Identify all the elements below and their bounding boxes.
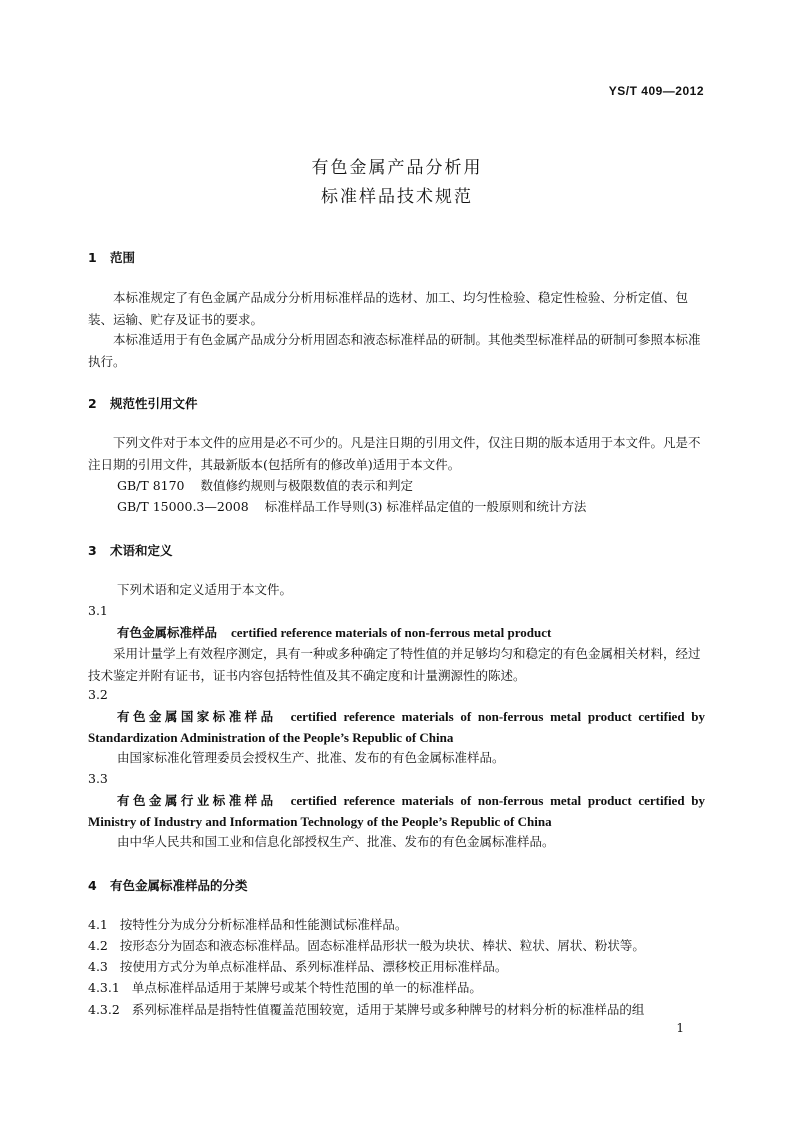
term-3-3-number: 3.3 bbox=[88, 771, 108, 786]
term-3-2-heading bbox=[117, 708, 705, 726]
term-3-1-number: 3.1 bbox=[88, 603, 108, 618]
clause-4-3-1 bbox=[88, 979, 482, 997]
reference-2 bbox=[117, 498, 586, 516]
clause-4-2 bbox=[88, 937, 645, 955]
clause-number: 4.3 bbox=[88, 959, 108, 974]
section-2-heading bbox=[88, 394, 198, 412]
document-code: YS/T 409—2012 bbox=[608, 84, 704, 98]
term-3-2-english-continued: Standardization Administration of the People’s Republic of China bbox=[88, 730, 454, 745]
term-chinese: 有色金属行业标准样品 bbox=[117, 793, 277, 808]
reference-code: GB/T 8170 bbox=[117, 478, 185, 493]
section-number: 1 bbox=[88, 250, 97, 265]
section-number: 3 bbox=[88, 543, 97, 558]
clause-text: 按使用方式分为单点标准样品、系列标准样品、漂移校正用标准样品。 bbox=[119, 959, 508, 974]
term-english: certified reference materials of non-ferrous metal product bbox=[231, 625, 552, 640]
section-2-paragraph: 下列文件对于本文件的应用是必不可少的。凡是注日期的引用文件，仅注日期的版本适用于本文件。凡是不注日期的引用文件，其最新版本(包括所有的修改单)适用于本文件。 bbox=[88, 435, 701, 472]
clause-4-1 bbox=[88, 916, 407, 934]
section-3-intro: 下列术语和定义适用于本文件。 bbox=[117, 582, 293, 597]
term-3-1-definition: 采用计量学上有效程序测定，具有一种或多种确定了特性值的并足够均匀和稳定的有色金属相关材料，经过技术鉴定并附有证书，证书内容包括特性值及其不确定度和计量溯源性的陈述。 bbox=[88, 646, 701, 683]
reference-code: GB/T 15000.3—2008 bbox=[117, 499, 249, 514]
clause-4-3-2 bbox=[88, 1001, 644, 1019]
clause-number: 4.3.1 bbox=[88, 980, 120, 995]
section-title: 范围 bbox=[110, 250, 136, 265]
reference-title: 标准样品工作导则(3) 标准样品定值的一般原则和统计方法 bbox=[264, 499, 587, 514]
reference-title: 数值修约规则与极限数值的表示和判定 bbox=[200, 478, 414, 493]
term-chinese: 有色金属标准样品 bbox=[117, 625, 218, 640]
section-title: 有色金属标准样品的分类 bbox=[110, 878, 248, 893]
clause-text: 单点标准样品适用于某牌号或某个特性范围的单一的标准样品。 bbox=[131, 980, 482, 995]
term-3-1-heading bbox=[117, 624, 551, 642]
clause-text: 系列标准样品是指特性值覆盖范围较宽，适用于某牌号或多种牌号的材料分析的标准样品的组 bbox=[131, 1002, 645, 1017]
term-3-2-definition: 由国家标准化管理委员会授权生产、批准、发布的有色金属标准样品。 bbox=[117, 750, 505, 765]
term-english: certified reference materials of non-ferrous metal product certified by bbox=[290, 709, 705, 724]
term-3-3-heading bbox=[117, 792, 705, 810]
clause-text: 按形态分为固态和液态标准样品。固态标准样品形状一般为块状、棒状、粒状、屑状、粉状等。 bbox=[119, 938, 645, 953]
section-title: 术语和定义 bbox=[110, 543, 173, 558]
clause-4-3 bbox=[88, 958, 507, 976]
page-number: 1 bbox=[676, 1021, 684, 1035]
title-line-2: 标准样品技术规范 bbox=[321, 187, 473, 207]
section-title: 规范性引用文件 bbox=[110, 396, 198, 411]
term-chinese: 有色金属国家标准样品 bbox=[117, 709, 277, 724]
section-1-paragraph-1: 本标准规定了有色金属产品成分分析用标准样品的选材、加工、均匀性检验、稳定性检验、分析定值、包装、运输、贮存及证书的要求。 bbox=[88, 290, 689, 327]
title-line-1: 有色金属产品分析用 bbox=[311, 158, 483, 178]
clause-number: 4.3.2 bbox=[88, 1002, 120, 1017]
section-1-heading bbox=[88, 248, 135, 266]
section-3-heading bbox=[88, 541, 173, 559]
section-4-heading bbox=[88, 876, 248, 894]
clause-text: 按特性分为成分分析标准样品和性能测试标准样品。 bbox=[119, 917, 408, 932]
term-english: certified reference materials of non-ferrous metal product certified by bbox=[290, 793, 705, 808]
term-3-2-number: 3.2 bbox=[88, 687, 108, 702]
term-3-3-english-continued: Ministry of Industry and Information Technology of the People’s Republic of China bbox=[88, 814, 552, 829]
section-number: 2 bbox=[88, 396, 97, 411]
clause-number: 4.1 bbox=[88, 917, 108, 932]
section-1-paragraph-2: 本标准适用于有色金属产品成分分析用固态和液态标准样品的研制。其他类型标准样品的研制可参照本标准执行。 bbox=[88, 332, 701, 369]
section-number: 4 bbox=[88, 878, 97, 893]
term-3-3-definition: 由中华人民共和国工业和信息化部授权生产、批准、发布的有色金属标准样品。 bbox=[117, 834, 555, 849]
clause-number: 4.2 bbox=[88, 938, 108, 953]
reference-1 bbox=[117, 477, 413, 495]
